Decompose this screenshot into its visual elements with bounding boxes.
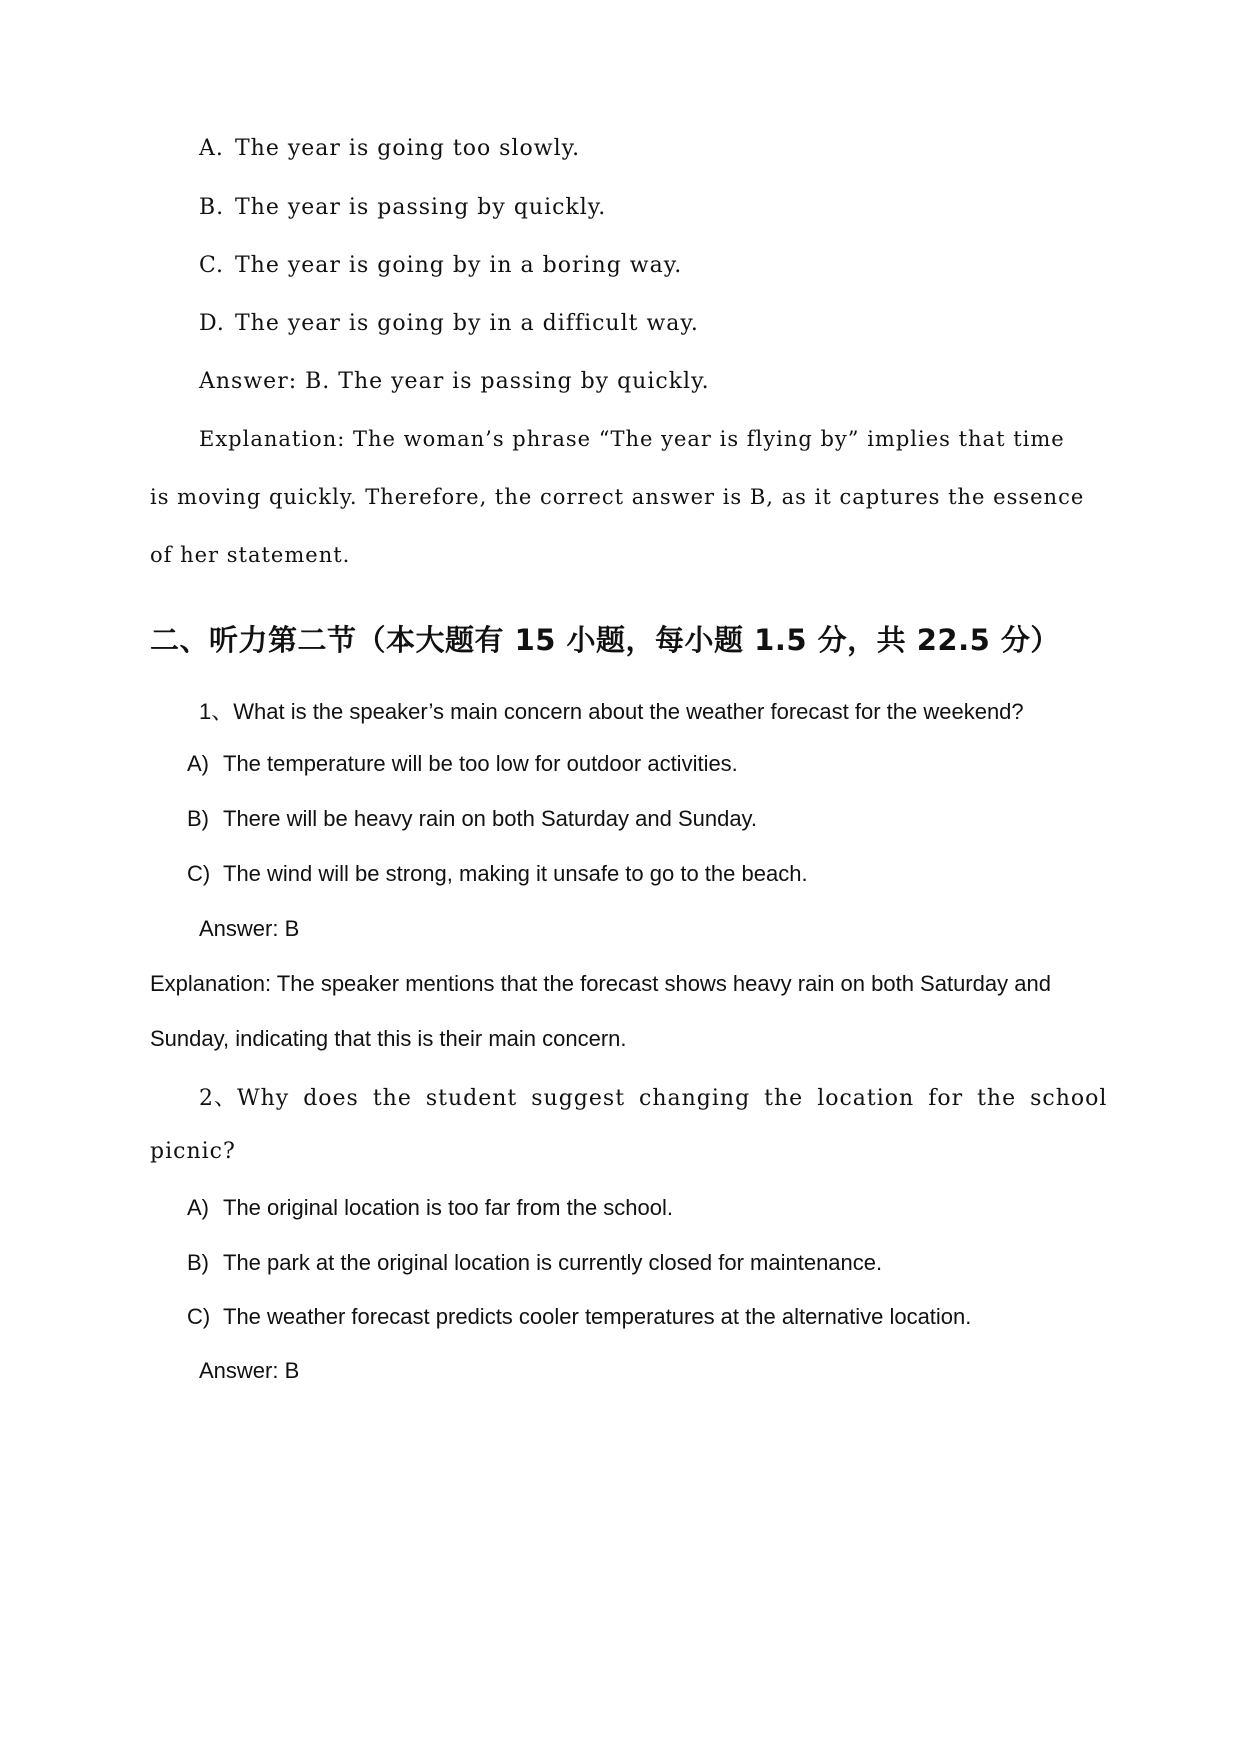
option-text: The weather forecast predicts cooler temperatures at the alternative location. — [223, 1304, 972, 1329]
explanation-line: Explanation: The woman’s phrase “The year is flying by” implies that time — [199, 427, 1065, 451]
explanation-line: of her statement. — [150, 543, 351, 567]
option-text: The temperature will be too low for outdoor activities. — [223, 751, 738, 776]
option-a — [187, 751, 738, 777]
option-c — [187, 1304, 971, 1330]
option-d — [199, 311, 699, 336]
option-letter: B) — [187, 806, 209, 831]
question-stem: 1、What is the speaker’s main concern about the weather forecast for the weekend? — [199, 699, 1024, 724]
option-letter: A) — [187, 1195, 209, 1220]
option-b — [187, 1250, 882, 1276]
option-text: The year is going by in a boring way. — [235, 253, 683, 278]
question-stem: 2、Why does the student suggest changing the location for the school — [199, 1086, 1108, 1111]
option-text: The year is going too slowly. — [235, 136, 581, 161]
answer-line: Answer: B — [199, 1358, 300, 1383]
option-letter: B. — [199, 195, 225, 220]
option-letter: A) — [187, 751, 209, 776]
option-b — [187, 806, 757, 832]
option-text: The original location is too far from the school. — [223, 1195, 674, 1220]
option-letter: B) — [187, 1250, 209, 1275]
explanation-line: Sunday, indicating that this is their main concern. — [150, 1026, 627, 1051]
option-text: The wind will be strong, making it unsafe to go to the beach. — [223, 861, 808, 886]
option-c — [187, 861, 808, 887]
option-text: The year is passing by quickly. — [235, 195, 607, 220]
option-text: The year is going by in a difficult way. — [235, 311, 699, 336]
section-heading: 二、听力第二节（本大题有 15 小题，每小题 1.5 分，共 22.5 分） — [150, 623, 1060, 657]
option-letter: C. — [199, 253, 225, 278]
option-letter: D. — [199, 311, 225, 336]
option-text: The park at the original location is currently closed for maintenance. — [223, 1250, 883, 1275]
option-letter: C) — [187, 1304, 211, 1329]
explanation-line: Explanation: The speaker mentions that the forecast shows heavy rain on both Saturday and — [150, 971, 1051, 996]
option-c — [199, 253, 682, 278]
option-a — [199, 136, 580, 161]
answer-line: Answer: B. The year is passing by quickly. — [199, 369, 710, 394]
option-letter: A. — [199, 136, 224, 161]
option-b — [199, 195, 606, 220]
question-stem: picnic? — [150, 1139, 236, 1164]
option-letter: C) — [187, 861, 211, 886]
explanation-line: is moving quickly. Therefore, the correct answer is B, as it captures the essence — [150, 485, 1085, 509]
answer-line: Answer: B — [199, 916, 300, 941]
option-text: There will be heavy rain on both Saturday and Sunday. — [223, 806, 758, 831]
option-a — [187, 1195, 673, 1221]
